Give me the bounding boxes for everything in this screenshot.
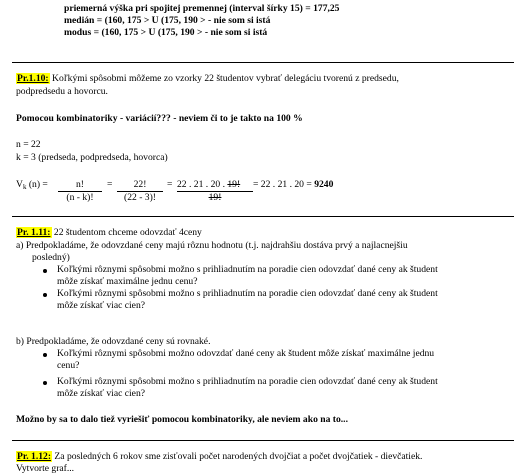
- ex111-b-q2-line1: Koľkými rôznymi spôsobmi možno s prihliadnutím na poradie cien odovzdať dané ceny ak študent: [57, 376, 438, 387]
- separator: [12, 440, 514, 441]
- ex112-statement-line2: Vytvorte graf...: [16, 463, 75, 474]
- ex110-formula-lhs: $V_k$ (n) =: [16, 179, 48, 191]
- ex111-b-q1-line1: Koľkými rôznymi spôsobmi možno odovzdať dané ceny ak študent môže získať maximálne jednu: [57, 348, 435, 359]
- ex110-label: Pr.1.10:: [17, 73, 49, 84]
- frac2-denominator: (22 - 3)!: [124, 192, 156, 203]
- median-line: medián = (160, 175 > U (175, 190 > - nie som si istá: [64, 15, 271, 26]
- ex111-b-q1-line2: cenu?: [57, 360, 80, 371]
- ex110-statement-line1: [16, 73, 399, 85]
- frac1-numerator: n!: [76, 179, 84, 190]
- ex110-text: Koľkými spôsobmi môžeme zo vzorky 22 študentov vybrať delegáciu tvorenú z predsedu,: [49, 73, 399, 84]
- eq-sign-2: =: [167, 179, 173, 190]
- frac3-numerator: 22 . 21 . 20 . 19!: [177, 179, 241, 190]
- result-value: 9240: [314, 179, 334, 190]
- ex111-b-q2-line2: môže získať viac cien?: [57, 388, 145, 399]
- ex110-k: k = 3 (predseda, podpredseda, hovorca): [16, 152, 168, 163]
- ex112-label: Pr. 1.12:: [17, 451, 52, 462]
- ex111-a-q2-line1: Koľkými rôznymi spôsobmi možno s prihliadnutím na poradie cien odovzdať dané ceny ak študent: [57, 288, 438, 299]
- ex110-method: Pomocou kombinatoriky - variácií??? - neviem či to je takto na 100 %: [16, 113, 303, 124]
- ex111-part-b: b) Predpokladáme, že odovzdané ceny sú rovnaké.: [16, 336, 211, 347]
- frac3-denominator: 19!: [208, 192, 222, 203]
- ex111-a-q1-line2: môže získať maximálne jednu cenu?: [57, 276, 198, 287]
- bullet: [43, 381, 47, 385]
- ex111-part-a-line2: posledný): [32, 252, 70, 263]
- separator: [12, 216, 514, 217]
- ex111-statement: [16, 227, 202, 239]
- ex111-a-q1-line1: Koľkými rôznymi spôsobmi možno s prihliadnutím na poradie cien odovzdať dané ceny ak študent: [57, 264, 438, 275]
- ex111-label: Pr. 1.11:: [17, 227, 51, 238]
- bullet: [43, 293, 47, 297]
- bullet: [43, 353, 47, 357]
- avg-height-line: priemerná výška pri spojitej premennej (interval šírky 15) = 177,25: [64, 3, 340, 14]
- ex111-part-a-line1: a) Predpokladáme, že odovzdané ceny majú rôznu hodnotu (t.j. najdrahšiu dostáva prvý a najlacnejšiu: [16, 240, 408, 251]
- modus-line: modus = (160, 175 > U (175, 190 > - nie som si istá: [64, 27, 268, 38]
- ex110-n: n = 22: [16, 139, 41, 150]
- ex110-result: = 22 . 21 . 20 = 9240: [253, 179, 334, 190]
- separator: [12, 62, 514, 63]
- frac1-denominator: (n - k)!: [66, 192, 94, 203]
- ex111-note: Možno by sa to dalo tiež vyriešiť pomocou kombinatoriky, ale neviem ako na to...: [16, 414, 348, 425]
- eq-sign-1: =: [107, 179, 113, 190]
- frac2-numerator: 22!: [133, 179, 147, 190]
- ex112-statement-line1: [16, 451, 422, 463]
- ex111-a-q2-line2: môže získať viac cien?: [57, 300, 145, 311]
- ex111-text: 22 študentom chceme odovzdať 4ceny: [51, 227, 202, 238]
- bullet: [43, 269, 47, 273]
- ex110-statement-line2: podpredsedu a hovorcu.: [16, 86, 108, 97]
- ex112-text: Za posledných 6 rokov sme zisťovali počet narodených dvojčiat a počet dvojčatiek - dievčatiek.: [52, 451, 423, 462]
